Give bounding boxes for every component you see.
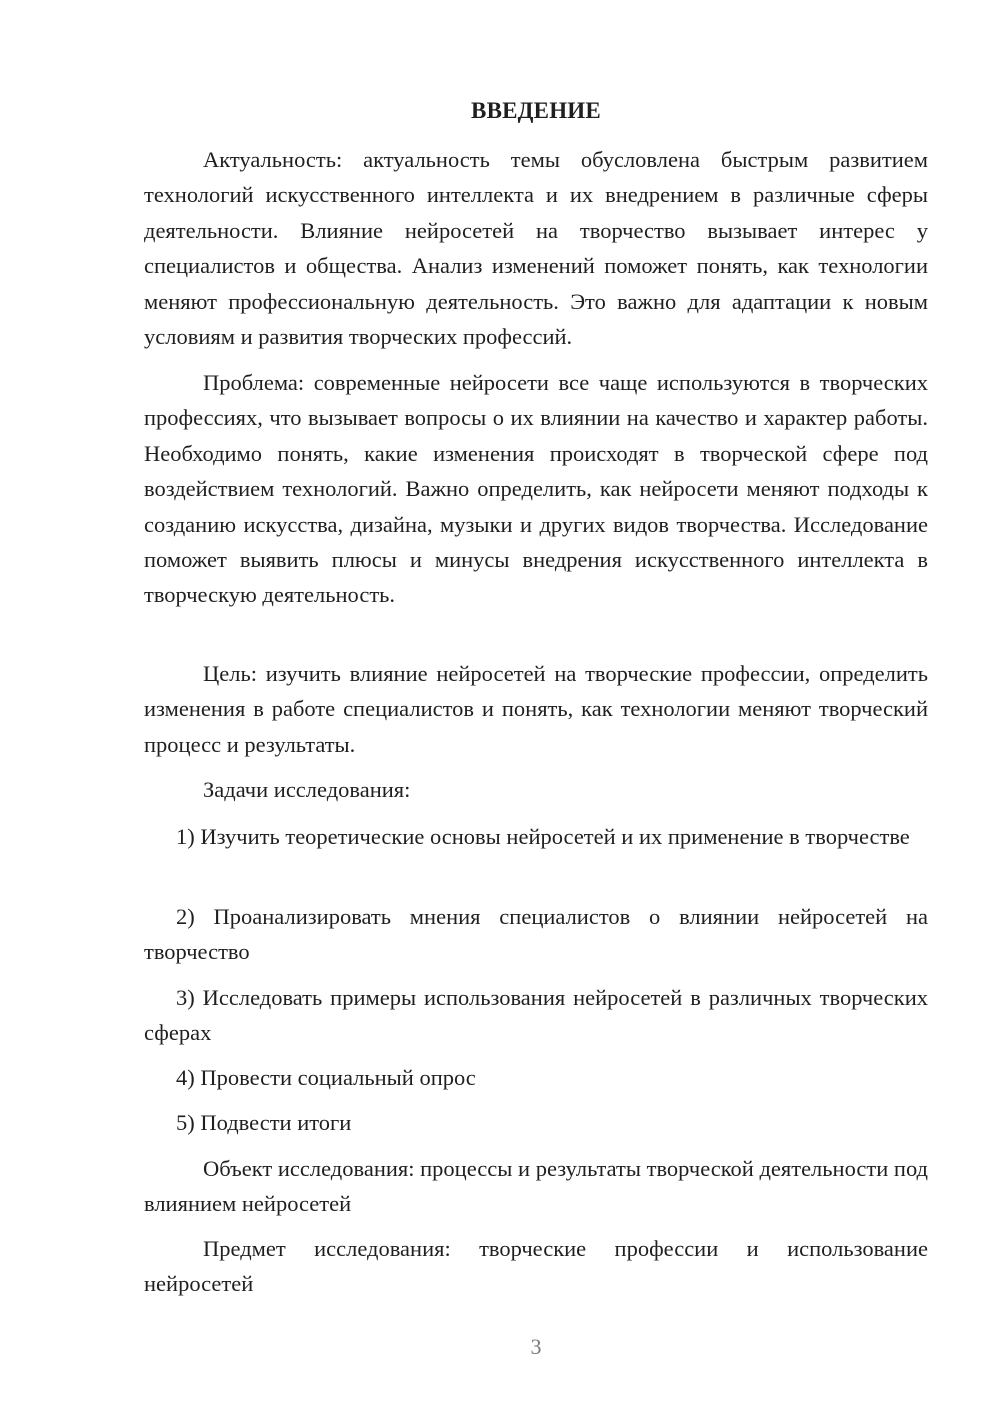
- subject-paragraph: Предмет исследования: творческие профессии и использование нейросетей: [144, 1236, 928, 1297]
- task-item-4: 4) Провести социальный опрос: [176, 1065, 476, 1090]
- task-item-3: 3) Исследовать примеры использования нейросетей в различных творческих сферах: [144, 985, 928, 1046]
- page-title: ВВЕДЕНИЕ: [471, 98, 601, 123]
- tasks-heading: Задачи исследования:: [203, 777, 411, 802]
- object-paragraph: Объект исследования: процессы и результаты творческой деятельности под влиянием нейросетей: [144, 1156, 928, 1217]
- task-item-5: 5) Подвести итоги: [176, 1110, 352, 1135]
- page-number: 3: [530, 1334, 542, 1359]
- problem-paragraph: Проблема: современные нейросети все чаще используются в творческих профессиях, что вызывает вопросы о их влиянии на качество и характер работы. Необходимо понять, какие изменения происходят в творческой сфере под воздействием технологий. Важно определить, как нейросети меняют подходы к созданию искусства, дизайна, музыки и других видов творчества. Исследование поможет выявить плюсы и минусы внедрения искусственного интеллекта в творческую деятельность.: [144, 370, 928, 608]
- relevance-paragraph: Актуальность: актуальность темы обусловлена быстрым развитием технологий искусственного интеллекта и их внедрением в различные сферы деятельности. Влияние нейросетей на творчество вызывает интерес у специалистов и общества. Анализ изменений поможет понять, как технологии меняют профессиональную деятельность. Это важно для адаптации к новым условиям и развития творческих профессий.: [144, 147, 928, 350]
- task-item-1: 1) Изучить теоретические основы нейросетей и их применение в творчестве: [176, 824, 910, 849]
- task-item-2: 2) Проанализировать мнения специалистов о влиянии нейросетей на творчество: [144, 904, 928, 965]
- goal-paragraph: Цель: изучить влияние нейросетей на творческие профессии, определить изменения в работе специалистов и понять, как технологии меняют творческий процесс и результаты.: [144, 661, 928, 757]
